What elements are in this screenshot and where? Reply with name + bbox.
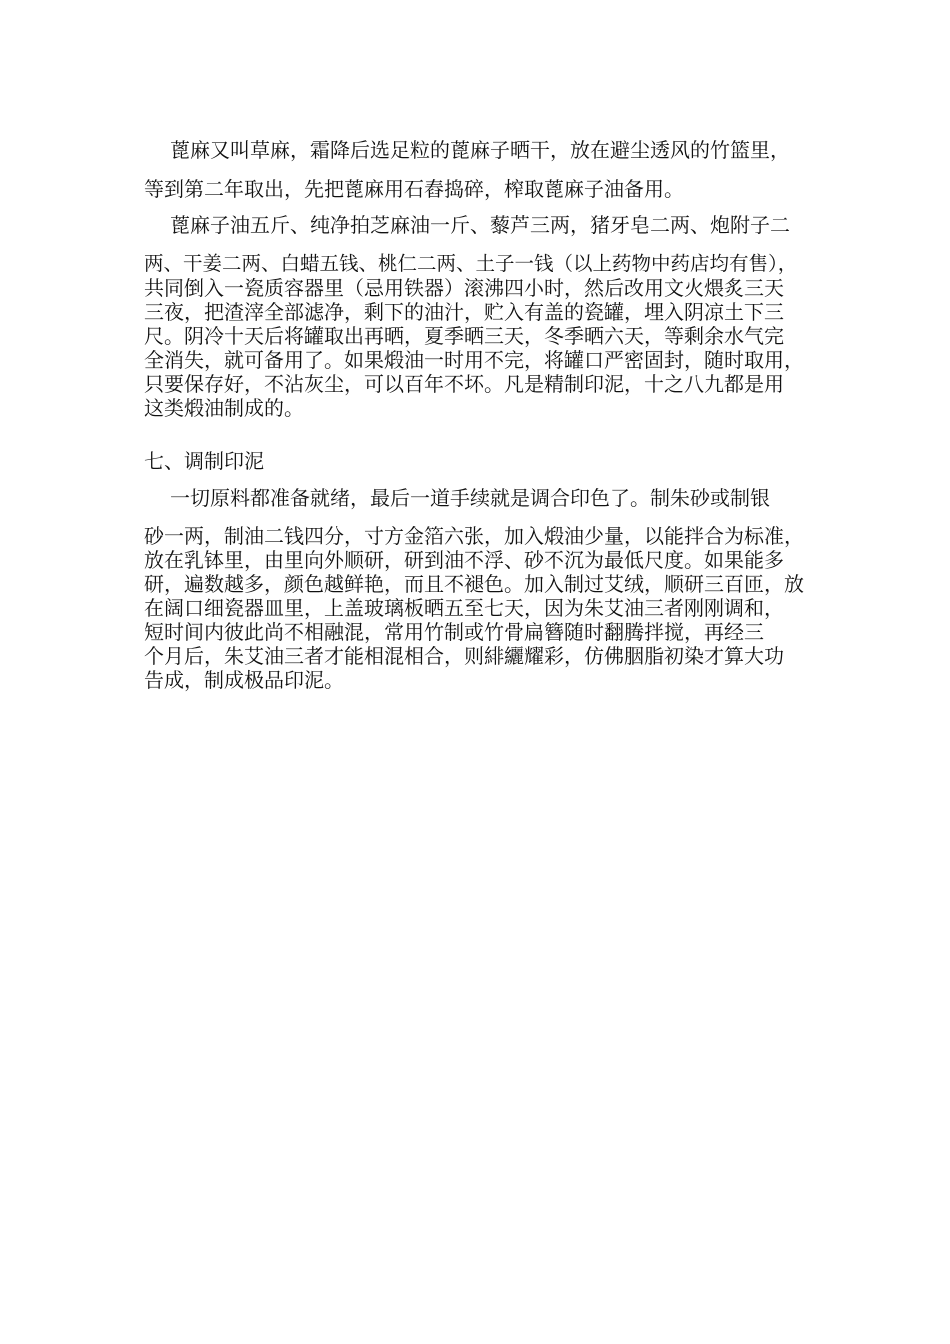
paragraph-3-line-1: 一切原料都准备就绪，最后一道手续就是调合印色了。制朱砂或制银 <box>170 486 770 510</box>
paragraph-3-line-2: 砂一两，制油二钱四分，寸方金箔六张，加入煅油少量，以能拌合为标准， <box>144 524 804 548</box>
paragraph-3-line-7: 个月后，朱艾油三者才能相混相合，则緋纚耀彩，仿佛胭脂初染才算大功 <box>144 644 784 668</box>
paragraph-2-line-7: 只要保存好，不沾灰尘，可以百年不坏。凡是精制印泥，十之八九都是用 <box>144 372 784 396</box>
paragraph-3-line-5: 在阔口细瓷器皿里，上盖玻璃板晒五至七天，因为朱艾油三者刚刚调和， <box>144 596 784 620</box>
paragraph-2-line-3: 共同倒入一瓷质容器里（忌用铁器）滚沸四小时，然后改用文火煨炙三天 <box>144 276 784 300</box>
paragraph-1-line-1: 蓖麻又叫草麻，霜降后选足粒的蓖麻子晒干，放在避尘透风的竹篮里， <box>170 138 790 162</box>
paragraph-2-line-2: 两、干姜二两、白蜡五钱、桃仁二两、土子一钱（以上药物中药店均有售）， <box>144 252 798 275</box>
section-heading: 七、调制印泥 <box>144 449 264 473</box>
paragraph-1-line-2: 等到第二年取出，先把蓖麻用石舂捣碎，榨取蓖麻子油备用。 <box>144 177 684 201</box>
paragraph-2-line-1: 蓖麻子油五斤、纯净拍芝麻油一斤、藜芦三两，猪牙皂二两、炮附子二 <box>170 213 790 237</box>
paragraph-3-line-6: 短时间内彼此尚不相融混，常用竹制或竹骨扁簪随时翻腾拌搅，再经三 <box>144 620 764 644</box>
paragraph-2-line-4: 三夜，把渣滓全部滤净，剩下的油汁，贮入有盖的瓷罐，埋入阴凉土下三 <box>144 300 784 324</box>
paragraph-2-line-5: 尺。阴冷十天后将罐取出再晒，夏季晒三天，冬季晒六天，等剩余水气完 <box>144 324 784 348</box>
paragraph-2-line-6: 全消失，就可备用了。如果煅油一时用不完，将罐口严密固封，随时取用， <box>144 348 804 372</box>
paragraph-3-line-8: 告成，制成极品印泥。 <box>144 668 344 692</box>
paragraph-3-line-4: 研，遍数越多，颜色越鲜艳，而且不褪色。加入制过艾绒，顺研三百匝，放 <box>144 572 804 596</box>
paragraph-3-line-3: 放在乳钵里，由里向外顺研，研到油不浮、砂不沉为最低尺度。如果能多 <box>144 548 784 572</box>
paragraph-2-line-8: 这类煅油制成的。 <box>144 396 304 420</box>
